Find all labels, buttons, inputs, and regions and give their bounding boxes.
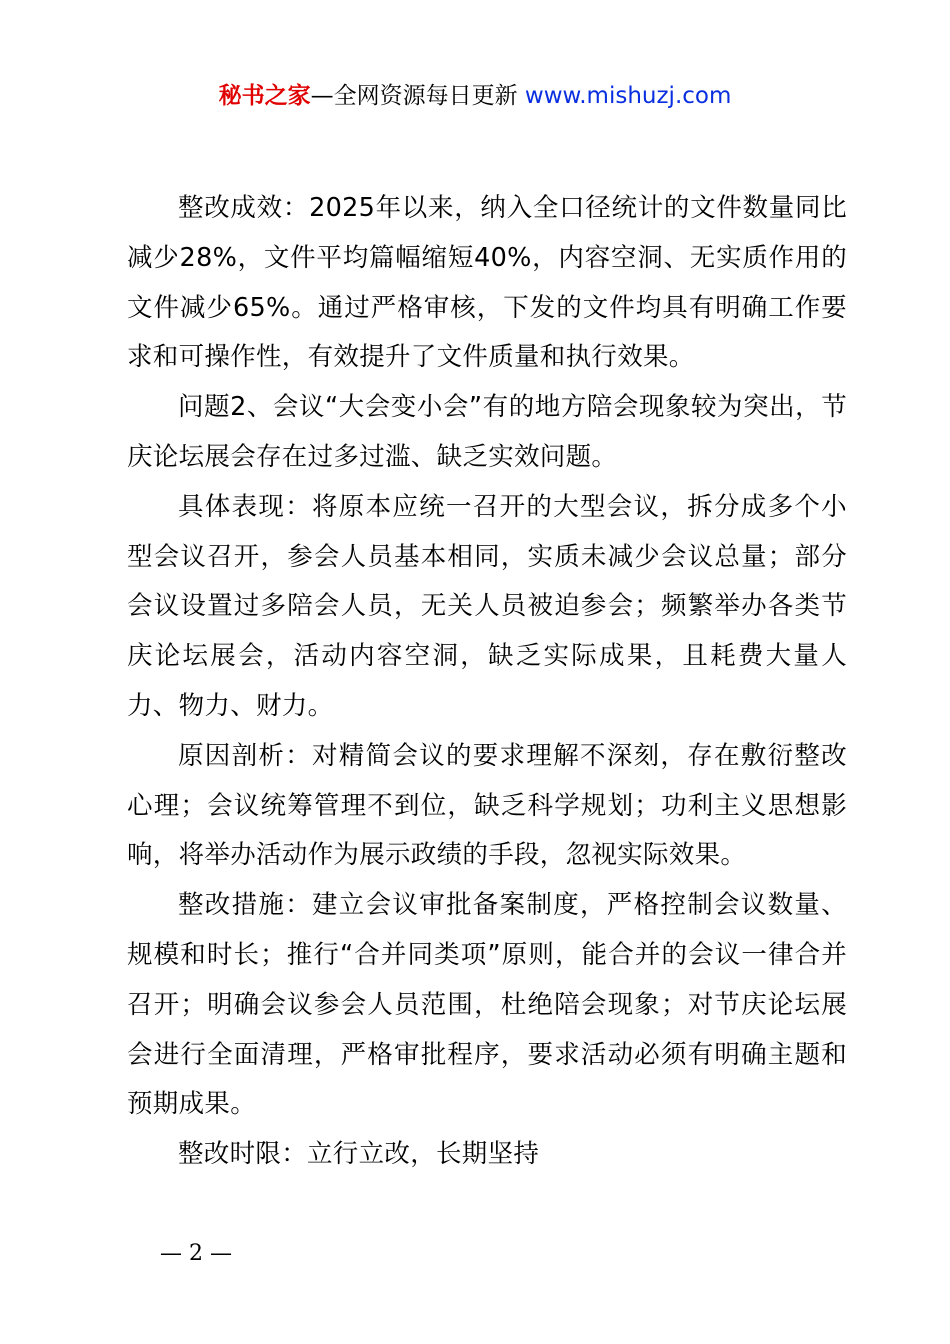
paragraph-specific-manifestations: 具体表现：将原本应统一召开的大型会议，拆分成多个小型会议召开，参会人员基本相同，实质未减少会议总量；部分会议设置过多陪会人员，无关人员被迫参会；频繁举办各类节庆论坛展会，活动内容空洞，缺乏实际成果，且耗费大量人力、物力、财力。 — [127, 491, 847, 721]
page-number: — 2 — — [160, 1241, 232, 1266]
paragraph-cause-analysis: 原因剖析：对精简会议的要求理解不深刻，存在敷衍整改心理；会议统筹管理不到位，缺乏科学规划；功利主义思想影响，将举办活动作为展示政绩的手段，忽视实际效果。 — [127, 740, 847, 871]
paragraph-rectification-measures: 整改措施：建立会议审批备案制度，严格控制会议数量、规模和时长；推行“合并同类项”原则，能合并的会议一律合并召开；明确会议参会人员范围，杜绝陪会现象；对节庆论坛展会进行全面清理，严格审批程序，要求活动必须有明确主题和预期成果。 — [127, 890, 847, 1120]
brand-name: 秘书之家 — [218, 83, 311, 109]
paragraph-rectification-deadline: 整改时限：立行立改，长期坚持 — [178, 1139, 540, 1170]
paragraph-problem-2: 问题2、会议“大会变小会”有的地方陪会现象较为突出，节庆论坛展会存在过多过滥、缺乏实效问题。 — [127, 392, 847, 472]
site-url-link[interactable]: www.mishuzj.com — [524, 83, 732, 109]
paragraph-rectification-results: 整改成效：2025年以来，纳入全口径统计的文件数量同比减少28%，文件平均篇幅缩短40%，内容空洞、无实质作用的文件减少65%。通过严格审核，下发的文件均具有明确工作要求和可操作性，有效提升了文件质量和执行效果。 — [127, 193, 847, 373]
header-tagline: —全网资源每日更新 — [310, 83, 518, 109]
site-header — [0, 80, 950, 112]
document-body — [127, 184, 847, 1180]
